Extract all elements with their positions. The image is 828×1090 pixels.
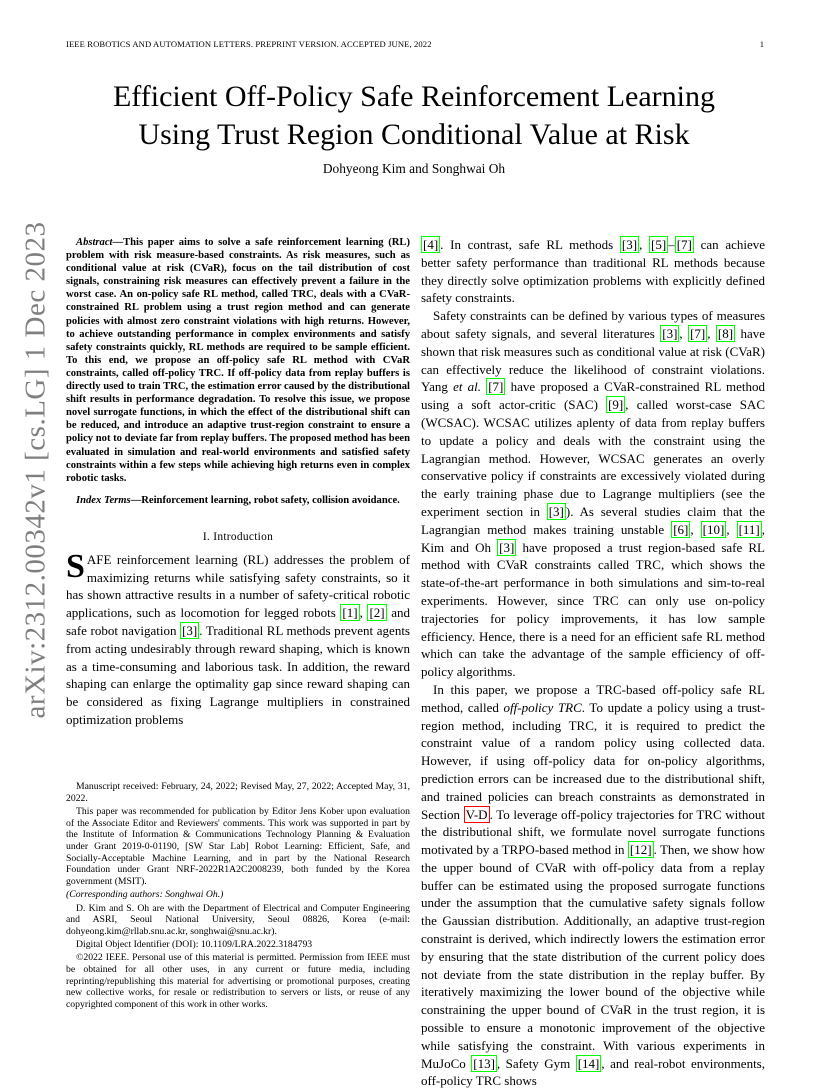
dropcap: S — [66, 547, 85, 585]
intro-paragraph — [66, 547, 410, 729]
citation-link[interactable]: [7] — [488, 379, 504, 395]
arxiv-stamp-text: arXiv:2312.00342v1 [cs.LG] 1 Dec 2023 — [19, 221, 52, 719]
right-paragraph-1 — [421, 236, 765, 307]
footnote-received: Manuscript received: February, 24, 2022; Revised May, 27, 2022; Accepted May, 31, 2022. — [66, 781, 410, 804]
paragraph-text: Safety constraints can be defined by various types of measures about safety signals, and several literatures — [421, 308, 765, 341]
citation-link[interactable]: [7] — [690, 325, 706, 341]
authors: Dohyeong Kim and Songhwai Oh — [322, 161, 506, 176]
index-terms-text: —Reinforcement learning, robot safety, collision avoidance. — [130, 494, 400, 506]
footnote-affiliation: D. Kim and S. Oh are with the Department of Electrical and Computer Engineering and ASRI, Seoul National University, Seoul 08826, Korea (e-mail: dohyeong.kim@rllab.snu.ac.kr, songhwai@snu.ac.kr). — [66, 902, 410, 937]
paragraph-text: . To leverage off-policy trajectories for TRC without the distributional shift, we formulate novel surrogate functions motivated by a TRPO-based method in — [421, 806, 765, 858]
paragraph-text: – — [668, 237, 675, 252]
footnotes — [66, 781, 410, 1012]
citation-link[interactable]: [3] — [182, 623, 198, 639]
paragraph-text: In this paper, we propose a TRC-based off-policy safe RL method, called — [421, 681, 765, 715]
title-line-1: Efficient Off-Policy Safe Reinforcement Learning — [112, 80, 715, 113]
intro-text: and safe robot navigation — [66, 605, 410, 639]
title-line-2: Using Trust Region Conditional Value at Risk — [138, 118, 690, 151]
intro-text: reinforcement learning (RL) addresses the problem of maximizing returns while satisfying safety constraints, so it has shown attractive results in a number of safety-critical robotic applications, such as locomotion for legged robots — [66, 551, 410, 621]
citation-link[interactable]: [1] — [342, 605, 358, 621]
citation-link[interactable]: [11] — [738, 521, 760, 537]
paragraph-text: have proposed a trust region-based safe RL method with CVaR constraints called TRC, which shows the state-of-the-art performance in both simulations and sim-to-real experiments. However, since TRC can only use on-policy trajectories for policy improvements, it has low sample efficiency. Hence, there is a need for an efficient safe RL method which can take the advantage of the sample efficiency of off-policy algorithms. — [421, 539, 765, 680]
citation-link[interactable]: [5] — [651, 237, 667, 252]
paragraph-text: , — [639, 237, 650, 252]
paragraph-text: have shown that risk measures such as conditional value at risk (CVaR) can effectively reduce the likelihood of constraint violations. Yang — [421, 325, 766, 395]
citation-link[interactable]: [3] — [662, 325, 678, 341]
citation-link[interactable]: [3] — [548, 503, 564, 519]
et-al: et al. — [453, 379, 482, 395]
paragraph-text: , and real-robot environments, off-policy TRC shows — [421, 1055, 765, 1089]
paragraph-text: . In contrast, safe RL methods — [440, 237, 620, 252]
footnote-recommended: This paper was recommended for publication by Editor Jens Kober upon evaluation of the Associate Editor and Reviewers' comments. This work was supported in part by the Institute of Information & Communications Technology Planning & Evaluation under Grant 2019-0-01190, [SW Star Lab] Robot Learning: Efficient, Safe, and Socially-Acceptable Machine Learning, and in part by the National Research Foundation under Grant NRF-2022R1A2C2008239, both funded by the Korea government (MSIT). — [66, 805, 410, 888]
citation-link[interactable]: [12] — [629, 842, 652, 858]
page-number: 1 — [759, 39, 764, 49]
paragraph-text: , — [679, 325, 689, 341]
citation-link[interactable]: [9] — [608, 397, 624, 413]
paragraph-text: , Kim and Oh — [421, 521, 766, 555]
abstract-label: Abstract — [76, 237, 113, 248]
footnote-copyright: ©2022 IEEE. Personal use of this material is permitted. Permission from IEEE must be obtained for all other uses, in any current or future media, including reprinting/republishing this material for advertising or promotional purposes, creating new collective works, for resale or redistribution to servers or lists, or reuse of any copyrighted component of this work in other works. — [66, 952, 410, 1011]
right-column — [421, 236, 765, 1090]
paragraph-text: . Then, we show how the upper bound of CVaR with off-policy data from a replay buffer can be estimated using the proposed surrogate functions under the assumption that the cumulative safety signals follow the Gaussian distribution. Additionally, an adaptive trust-region constraint is derived, which indirectly lowers the estimation error by ensuring that the state distribution of the current policy does not deviate from the state distribution in the replay buffer. By iteratively maximizing the lower bound of the objective while constraining the upper bound of CVaR in the trust region, it is possible to ensure a monotonic improvement of the objective while satisfying the constraint. With various experiments in MuJoCo — [421, 842, 765, 1071]
paragraph-text: . To update a policy using a trust-region method, including TRC, it is required to predict the constraint value of a random policy using collected data. However, if using off-policy data for on-policy algorithms, prediction errors can be increased due to the distributional shift, and trained policies can breach constraints as demonstrated in Section — [421, 699, 765, 822]
paragraph-text: , Safety Gym — [496, 1055, 576, 1071]
citation-link[interactable]: [14] — [577, 1055, 600, 1071]
emphasis-off-policy-trc: off-policy TRC — [503, 699, 582, 715]
paragraph-text: have proposed a CVaR-constrained RL method using a soft actor-critic (SAC) — [421, 379, 766, 413]
right-paragraph-3 — [421, 681, 765, 1090]
citation-link[interactable]: [10] — [702, 521, 725, 537]
paragraph-text: can achieve better safety performance than traditional RL methods because they directly solve optimization problems with explicitly defined safety constraints. — [421, 237, 766, 306]
citation-link[interactable]: [3] — [499, 539, 515, 555]
footnote-corresponding: (Corresponding authors: Songhwai Oh.) — [66, 889, 224, 901]
paragraph-text: ). As several studies claim that the Lagrangian method makes training unstable — [421, 503, 765, 537]
section-title-introduction: I. Introduction — [202, 530, 274, 543]
abstract-text: —This paper aims to solve a safe reinforcement learning (RL) problem with risk measure-based constraints. As risk measures, such as conditional value at risk (CVaR), focus on the tail distribution of cost signals, constraining risk measures can effectively prevent a failure in the worst case. An on-policy safe RL method, called TRC, deals with a CVaR-constrained RL problem using a trust region method and can generate policies with almost zero constraint violations with high returns. However, to achieve outstanding performance in complex environments and satisfy safety constraints quickly, RL methods are required to be sample efficient. To this end, we propose an off-policy safe RL method with CVaR constraints, called off-policy TRC. If off-policy data from replay buffers is directly used to train TRC, the estimation error caused by the distributional shift results in performance degradation. To resolve this issue, we propose novel surrogate functions, in which the effect of the distributional shift can be reduced, and introduce an adaptive trust-region constraint to ensure a policy not to deviate far from replay buffers. The proposed method has been evaluated in simulation and real-world environments and satisfied safety constraints within a few steps while achieving high returns even in complex robotic tasks. — [66, 237, 410, 484]
citation-link[interactable]: [8] — [717, 325, 734, 341]
citation-link[interactable]: [3] — [621, 237, 638, 252]
index-terms-label: Index Terms — [76, 494, 131, 506]
citation-link[interactable]: [13] — [473, 1055, 495, 1071]
intro-caps: AFE — [86, 551, 112, 567]
citation-link[interactable]: [6] — [673, 521, 689, 537]
citation-link[interactable]: [7] — [676, 237, 692, 252]
citation-link[interactable]: [4] — [423, 237, 439, 252]
index-terms — [66, 494, 410, 507]
paper-title — [40, 78, 788, 154]
intro-text: , — [359, 605, 368, 621]
paragraph-text: , called worst-case SAC (WCSAC). WCSAC utilizes aplenty of data from replay buffers to update a policy and deals with the constraint using the Lagrangian method. However, WCSAC generates an overly conservative policy if constraints are excessively violated during the early training phase due to Lagrange multipliers (see the experiment section in — [421, 397, 765, 519]
section-link[interactable]: V-D — [465, 806, 488, 822]
abstract — [66, 236, 410, 485]
right-paragraph-2 — [421, 307, 765, 681]
citation-link[interactable]: [2] — [369, 605, 385, 621]
paragraph-text: , — [726, 521, 737, 537]
intro-text: . Traditional RL methods prevent agents from acting undesirably through reward shaping, which is known as a time-consuming and laborious task. In addition, the reward shaping can enlarge the optimality gap since reward shaping can be considered as fixing Lagrange multipliers in constrained optimization problems — [66, 623, 410, 728]
running-head: IEEE ROBOTICS AND AUTOMATION LETTERS. PREPRINT VERSION. ACCEPTED JUNE, 2022 — [66, 39, 432, 49]
left-column — [66, 236, 410, 729]
paragraph-text: , — [707, 325, 716, 341]
footnote-doi: Digital Object Identifier (DOI): 10.1109/LRA.2022.3184793 — [76, 939, 313, 951]
paragraph-text: , — [690, 521, 701, 537]
